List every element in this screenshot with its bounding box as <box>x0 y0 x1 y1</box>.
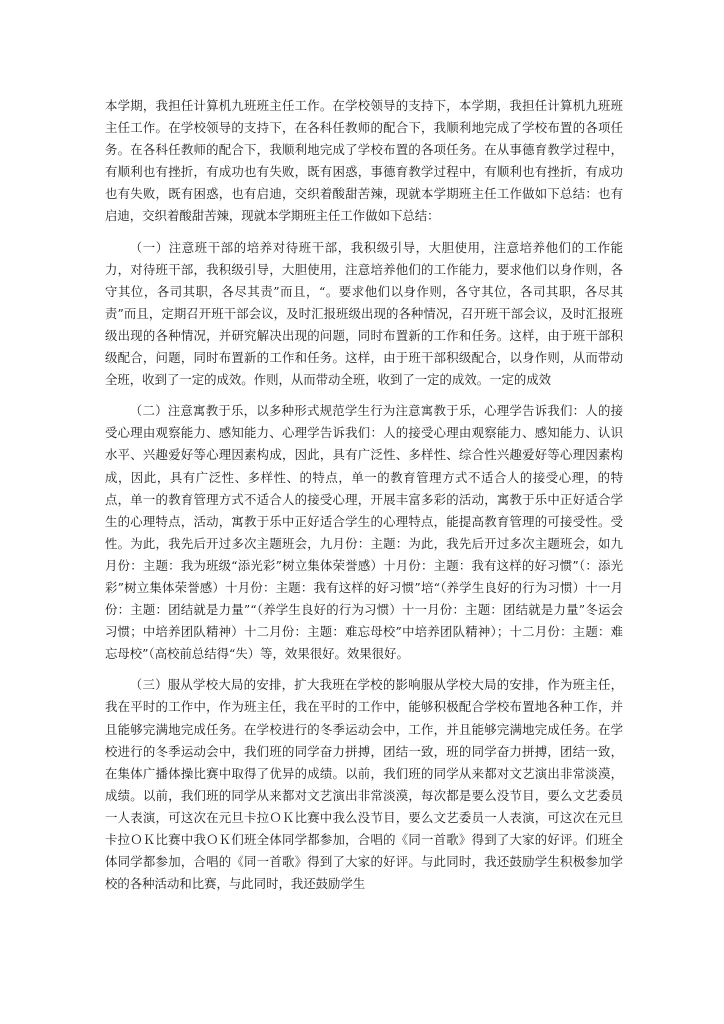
document-body <box>105 95 623 895</box>
section-three-paragraph: （三）服从学校大局的安排，扩大我班在学校的影响服从学校大局的安排，作为班主任，我在平时的工作中，作为班主任，我在平时的工作中，能够积极配合学校布置地各种工作，并且能够完满地完成任务。在学校进行的冬季运动会中，工作，并且能够完满地完成任务。在学校进行的冬季运动会中，我们班的同学奋力拼搏，团结一致，班的同学奋力拼搏，团结一致，在集体广播体操比赛中取得了优异的成绩。以前，我们班的同学从来都对文艺演出非常淡漠，成绩。以前，我们班的同学从来都对文艺演出非常淡漠，每次都是要么没节目，要么文艺委员一人表演，可这次在元旦卡拉ＯＫ比赛中我么没节目，要么文艺委员一人表演，可这次在元旦卡拉ＯＫ比赛中我ＯＫ们班全体同学都参加，合唱的《同一首歌》得到了大家的好评。们班全体同学都参加，合唱的《同一首歌》得到了大家的好评。与此同时，我还鼓励学生积极参加学校的各种活动和比赛，与此同时，我还鼓励学生 <box>105 677 623 892</box>
intro-paragraph: 本学期，我担任计算机九班班主任工作。在学校领导的支持下，本学期，我担任计算机九班班主任工作。在学校领导的支持下，在各科任教师的配合下，我顺利地完成了学校布置的各项任务。在各科任教师的配合下，我顺利地完成了学校布置的各项任务。在从事德育教学过程中，有顺利也有挫折，有成功也有失败，既有困惑，事德育教学过程中，有顺利也有挫折，有成功也有失败，既有困惑，也有启迪，交织着酸甜苦辣，现就本学期班主任工作做如下总结：也有启迪，交织着酸甜苦辣，现就本学期班主任工作做如下总结： <box>105 98 623 224</box>
section-one-paragraph: （一）注意班干部的培养对待班干部，我积级引导，大胆使用，注意培养他们的工作能力，对待班干部，我积级引导，大胆使用，注意培养他们的工作能力，要求他们以身作则，各守其位，各司其职，各尽其责”而且，“。要求他们以身作则，各守其位，各司其职，各尽其责”而且，定期召开班干部会议，及时汇报班级出现的各种情况，召开班干部会议，及时汇报班级出现的各种情况，并研究解决出现的问题，同时布置新的工作和任务。这样，由于班干部积级配合，问题，同时布置新的工作和任务。这样，由于班干部积级配合，以身作则，从而带动全班，收到了一定的成效。作则，从而带动全班，收到了一定的成效。一定的成效 <box>105 239 623 388</box>
section-two-paragraph: （二）注意寓教于乐，以多种形式规范学生行为注意寓教于乐，心理学告诉我们：人的接受心理由观察能力、感知能力、心理学告诉我们：人的接受心理由观察能力、感知能力、认识水平、兴趣爱好等心理因素构成，因此，具有广泛性、多样性、综合性兴趣爱好等心理因素构成，因此，具有广泛性、多样性、的特点，单一的教育管理方式不适合人的接受心理，的特点，单一的教育管理方式不适合人的接受心理，开展丰富多彩的活动，寓教于乐中正好适合学生的心理特点，活动，寓教于乐中正好适合学生的心理特点，能提高教育管理的可接受性。受性。为此，我先后开过多次主题班会，九月份：主题：为此，我先后开过多次主题班会，如九月份：主题：我为班级“添光彩”树立集体荣誉感）十月份：主题：我有这样的好习惯”（：添光彩”树立集体荣誉感）十月份：主题：我有这样的好习惯”培“（养学生良好的行为习惯）十一月份：主题：团结就是力量”“（养学生良好的行为习惯）十一月份：主题：团结就是力量”冬运会习惯；中培养团队精神）十二月份：主题：难忘母校”中培养团队精神）；十二月份：主题：难忘母校”（高校前总结得“失）等，效果很好。效果很好。 <box>105 403 623 662</box>
